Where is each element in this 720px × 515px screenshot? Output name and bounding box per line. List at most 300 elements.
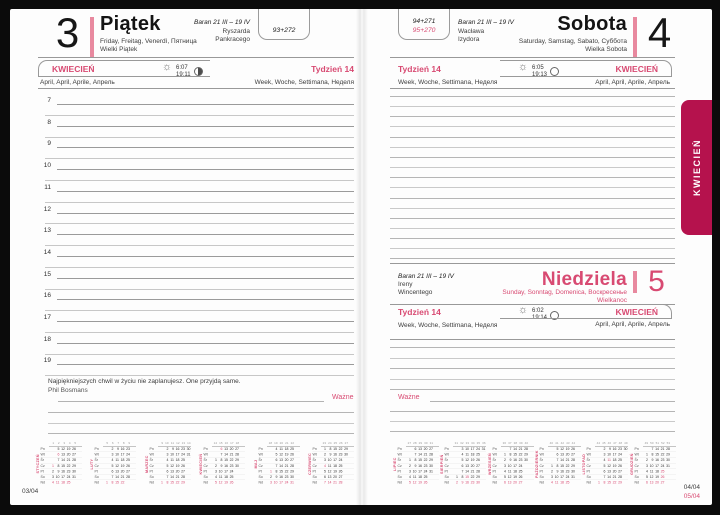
day-number-cell: 22 <box>470 475 475 479</box>
mini-calendar <box>307 442 355 486</box>
friday-nameday: Ryszarda <box>222 28 250 35</box>
day-number-cell <box>77 447 83 452</box>
mini-calendar <box>487 442 534 486</box>
day-number-cell: 3 <box>52 475 54 479</box>
sunday-sunrise: 6:02 <box>532 308 544 314</box>
day-number-cell: 6 <box>461 464 464 468</box>
mini-calendar-month-label: MARZEC <box>144 455 149 473</box>
day-number-cell: 28 <box>665 447 670 451</box>
saturday-week-label: Tydzień 14 <box>398 64 441 74</box>
day-number-cell <box>77 469 83 474</box>
weekday-abbrev: Pt <box>492 469 496 474</box>
day-number-cell <box>528 452 534 457</box>
weekday-abbrev: Pn <box>444 447 450 451</box>
weekday-abbrev: Pt <box>203 469 207 474</box>
day-number-cell: 1 <box>106 481 109 485</box>
day-number-cell: 27 <box>235 447 240 451</box>
weekday-abbrev: Wt <box>397 453 402 457</box>
mini-calendar-month-label: CZERWIEC <box>307 453 312 475</box>
mini-calendar-strip-right <box>392 442 676 486</box>
week-number: 40 <box>524 442 528 445</box>
day-number-cell: 9 <box>117 447 120 451</box>
day-number-cell: 29 <box>72 464 76 468</box>
day-number-cell <box>158 458 164 463</box>
day-number-cell: 15 <box>465 475 470 479</box>
ruled-line <box>390 411 675 412</box>
saturday-holiday-label: Wielka Sobota <box>585 46 627 53</box>
day-number-cell: 7 <box>57 458 60 463</box>
day-number-cell: 2 <box>324 453 326 457</box>
mini-calendar-month-label: MAJ <box>253 459 258 469</box>
day-number-cell: 10 <box>327 458 332 463</box>
day-number-cell: 21 <box>175 475 180 479</box>
day-number-cell: 12 <box>607 464 612 468</box>
ruled-line <box>390 198 675 199</box>
weekday-abbrev: Pt <box>149 469 153 474</box>
day-number-cell <box>240 458 246 463</box>
day-number-cell <box>131 480 137 486</box>
day-number-cell <box>523 480 529 486</box>
day-number-cell: 23 <box>284 475 289 479</box>
sunday-month-label: KWIECIEŃ <box>615 307 658 317</box>
week-number: 5 <box>106 442 109 445</box>
ruled-line <box>390 431 675 432</box>
day-number-cell: 15 <box>560 464 564 468</box>
weekday-abbrev: So <box>94 475 100 479</box>
day-number-cell: 30 <box>476 481 481 485</box>
weekday-abbrev: Nd <box>312 481 317 485</box>
mini-calendar <box>581 442 628 486</box>
day-number-cell: 15 <box>333 447 337 451</box>
weekday-abbrev: Cz <box>539 464 544 468</box>
quote-text: Najpiękniejszych chwil w życiu nie zaplanujesz. One przyjdą same. <box>48 378 241 385</box>
week-number <box>240 442 246 446</box>
week-number: 22 <box>290 442 294 445</box>
day-number-cell <box>523 474 529 479</box>
day-number-cell: 3 <box>111 453 114 457</box>
day-number-cell: 27 <box>180 469 185 474</box>
mini-calendar-month-label: SIERPIEŃ <box>439 454 445 474</box>
ruled-line <box>48 433 354 434</box>
ruled-line <box>390 208 675 209</box>
week-number: 36 <box>482 442 486 445</box>
weekday-abbrev: So <box>444 475 450 479</box>
day-number-cell: 29 <box>235 458 240 463</box>
day-number-cell <box>348 447 354 452</box>
hour-number: 9 <box>47 140 51 148</box>
day-number-cell: 13 <box>507 481 512 485</box>
day-number-cell: 16 <box>612 447 617 451</box>
weekday-abbrev: Śr <box>444 458 449 463</box>
week-number: 18 <box>235 442 240 445</box>
day-number-cell <box>131 474 137 479</box>
weekday-abbrev: Nd <box>149 481 154 485</box>
day-number-cell: 6 <box>556 453 559 457</box>
day-number-cell: 20 <box>175 469 180 474</box>
week-number: 8 <box>123 442 125 445</box>
weekday-abbrev: Wt <box>444 453 450 457</box>
ruled-line <box>390 389 675 390</box>
day-number-cell: 2 <box>269 475 272 479</box>
day-number-cell: 27 <box>429 447 433 451</box>
day-number-cell: 15 <box>115 481 120 485</box>
week-number: 27 <box>407 442 411 445</box>
half-hour-line <box>45 354 354 355</box>
weekday-abbrev: Pn <box>539 447 544 451</box>
day-number-cell <box>185 474 191 479</box>
weekday-abbrev: Pn <box>586 447 592 451</box>
day-number-cell: 15 <box>224 458 229 463</box>
mini-calendar <box>439 442 486 486</box>
day-number-cell: 4 <box>111 458 114 463</box>
day-number-cell: 14 <box>418 453 422 457</box>
day-number-cell: 16 <box>278 475 283 479</box>
day-number-cell: 3 <box>409 469 411 474</box>
day-number-cell: 7 <box>509 447 512 451</box>
friday-week-translations: Week, Woche, Settimana, Неделя <box>254 79 354 86</box>
day-number-cell: 5 <box>215 481 218 485</box>
day-number-cell <box>481 469 487 474</box>
divider <box>38 88 354 89</box>
day-number-cell: 18 <box>560 481 564 485</box>
saturday-nameday: Wacława <box>458 28 485 35</box>
half-hour-line <box>45 137 354 138</box>
day-number-cell: 31 <box>186 453 191 457</box>
sunday-holiday-label: Wielkanoc <box>597 297 627 304</box>
day-number-cell: 6 <box>111 469 114 474</box>
day-number-cell: 12 <box>327 469 332 474</box>
sunday-day-of-year: 95+270 <box>412 26 436 34</box>
day-number-cell: 27 <box>72 453 76 457</box>
day-number-cell: 3 <box>461 447 464 451</box>
week-number: 47 <box>613 442 617 445</box>
mini-calendar <box>392 442 439 486</box>
sunday-sunset: 19:14 <box>532 315 548 321</box>
day-number-cell: 7 <box>275 464 278 468</box>
day-number-cell: 11 <box>412 475 417 479</box>
day-number-cell: 22 <box>660 453 665 457</box>
day-number-cell: 15 <box>418 458 422 463</box>
mini-calendar-month-label: LIPIEC <box>392 457 397 471</box>
day-number-cell: 5 <box>645 475 648 479</box>
friday-sunrise: 6:07 <box>176 65 188 71</box>
week-number: 20 <box>279 442 283 445</box>
week-number: 43 <box>566 442 570 445</box>
half-hour-line <box>45 289 354 290</box>
friday-month-label: KWIECIEŃ <box>52 64 95 74</box>
day-number-cell: 4 <box>52 481 54 485</box>
day-number-cell: 20 <box>423 447 428 451</box>
day-number-cell: 5 <box>166 464 169 468</box>
day-number-cell: 24 <box>338 458 343 463</box>
month-tab-label: KWIECIEŃ <box>691 139 702 196</box>
day-number-cell: 21 <box>229 453 234 457</box>
day-number-cell: 6 <box>603 469 606 474</box>
half-hour-line <box>45 245 354 246</box>
hour-number: 7 <box>47 97 51 104</box>
hour-line <box>38 357 354 370</box>
important-line <box>58 401 324 402</box>
mini-calendar-month-label: GRUDZIEŃ <box>629 453 634 475</box>
ruled-line <box>390 228 675 229</box>
day-number-cell: 18 <box>224 475 229 479</box>
saturday-zodiac: Baran 21 III – 19 IV <box>458 19 515 26</box>
day-number-cell <box>185 463 191 468</box>
hour-number: 18 <box>43 335 51 343</box>
day-number-cell: 6 <box>324 475 326 479</box>
day-number-cell: 12 <box>61 447 65 451</box>
weekday-abbrev: Pn <box>312 447 317 451</box>
day-number-cell: 21 <box>612 475 617 479</box>
hour-line <box>38 292 354 305</box>
day-number-cell: 20 <box>612 469 617 474</box>
hour-rule-line <box>57 126 354 127</box>
day-number-cell: 21 <box>120 475 125 479</box>
day-number-cell: 2 <box>215 464 218 468</box>
half-hour-line <box>45 115 354 116</box>
day-number-cell: 22 <box>338 447 343 451</box>
day-number-cell <box>523 469 529 474</box>
saturday-week-translations: Week, Woche, Settimana, Неделя <box>398 79 498 86</box>
mini-calendar-row <box>587 480 629 486</box>
day-number-cell: 4 <box>215 475 218 479</box>
day-number-cell: 14 <box>169 475 174 479</box>
friday-day-number: 3 <box>55 9 79 56</box>
day-number-cell: 30 <box>523 458 528 463</box>
week-number: 49 <box>624 442 628 445</box>
day-number-cell: 1 <box>52 464 54 468</box>
day-number-cell: 21 <box>423 453 428 457</box>
day-number-cell: 20 <box>284 458 289 463</box>
week-number: 51 <box>655 442 659 445</box>
day-number-cell: 29 <box>180 481 185 485</box>
day-number-cell: 13 <box>224 447 229 451</box>
day-number-cell: 16 <box>120 447 125 451</box>
weekday-abbrev: Cz <box>258 464 263 468</box>
day-number-cell: 17 <box>470 447 475 451</box>
friday-sunset: 19:11 <box>176 72 191 78</box>
day-number-cell: 24 <box>284 481 289 485</box>
day-number-cell: 14 <box>512 447 517 451</box>
day-number-cell <box>131 463 137 468</box>
day-number-cell: 5 <box>275 453 278 457</box>
day-number-cell: 2 <box>456 481 459 485</box>
sun-icon: ☼ <box>162 61 173 73</box>
week-number: 14 <box>186 442 191 445</box>
half-hour-line <box>45 332 354 333</box>
mini-calendar <box>198 442 246 486</box>
weekday-abbrev: Pt <box>258 469 262 474</box>
week-number: 19 <box>273 442 278 445</box>
week-number: 31 <box>454 442 459 445</box>
weekday-abbrev: Pt <box>312 469 316 474</box>
mini-calendar <box>253 442 301 486</box>
day-number-cell: 24 <box>518 464 523 468</box>
day-number-cell: 19 <box>224 481 229 485</box>
mini-calendar-row <box>41 480 83 486</box>
day-number-cell: 27 <box>338 475 343 479</box>
week-number <box>131 442 137 446</box>
day-number-cell: 2 <box>52 469 54 474</box>
day-number-cell: 7 <box>166 475 169 479</box>
day-number-cell: 10 <box>507 464 512 468</box>
day-number-cell: 27 <box>289 458 294 463</box>
sunday-month-translations: April, April, Aprile, Апрель <box>595 321 670 328</box>
day-number-cell <box>240 480 246 486</box>
weekday-abbrev: Cz <box>444 464 450 468</box>
ruled-line <box>390 126 675 127</box>
weekday-abbrev: Śr <box>586 458 591 463</box>
day-number-cell: 26 <box>660 475 665 479</box>
saturday-notes-lines <box>390 96 675 266</box>
day-number-cell <box>528 474 534 479</box>
day-number-cell <box>185 469 191 474</box>
divider <box>38 57 354 58</box>
hour-number: 16 <box>43 292 51 300</box>
day-number-cell <box>348 458 354 463</box>
day-number-cell <box>158 447 164 452</box>
weekday-abbrev: Wt <box>94 453 100 457</box>
weekday-abbrev: Nd <box>397 481 402 485</box>
day-number-cell: 5 <box>503 475 506 479</box>
day-number-cell <box>665 474 671 479</box>
day-number-cell: 18 <box>284 447 289 451</box>
day-number-cell: 19 <box>418 481 422 485</box>
hour-rule-line <box>57 299 354 300</box>
day-number-cell: 29 <box>618 481 623 485</box>
hour-number: 12 <box>43 205 51 213</box>
day-number-cell: 14 <box>115 475 120 479</box>
week-number: 39 <box>518 442 523 445</box>
day-number-cell: 30 <box>665 458 670 463</box>
important-label: Ważne <box>332 394 354 401</box>
day-number-cell: 31 <box>72 475 76 479</box>
day-number-cell: 11 <box>554 481 559 485</box>
ruled-line <box>390 137 675 138</box>
day-number-cell: 21 <box>565 458 570 463</box>
day-number-cell: 3 <box>269 481 272 485</box>
weekday-abbrev: Pn <box>40 447 45 451</box>
day-number-cell: 12 <box>649 475 654 479</box>
day-number-cell <box>294 458 300 463</box>
day-number-cell <box>77 458 83 463</box>
month-tab <box>681 100 712 235</box>
day-number-cell <box>240 474 246 479</box>
ruled-line <box>390 218 675 219</box>
friday-hour-schedule <box>38 93 354 387</box>
day-number-cell: 26 <box>618 464 623 468</box>
day-number-cell: 2 <box>166 447 169 451</box>
mini-calendar-row <box>398 480 440 486</box>
day-number-cell <box>348 469 354 474</box>
day-number-cell: 11 <box>507 469 512 474</box>
saturday-accent-bar <box>633 17 637 57</box>
hour-line <box>38 97 354 110</box>
day-number-cell: 16 <box>175 447 180 451</box>
day-number-cell: 3 <box>603 453 606 457</box>
day-number-cell: 13 <box>418 447 422 451</box>
half-hour-line <box>45 158 354 159</box>
ruled-line <box>390 238 675 239</box>
weekday-abbrev: Nd <box>444 481 450 485</box>
weekday-abbrev: Cz <box>149 464 154 468</box>
day-number-cell: 26 <box>72 447 76 451</box>
day-number-cell: 30 <box>429 464 433 468</box>
hour-number: 17 <box>43 314 51 321</box>
week-number: 32 <box>460 442 464 445</box>
day-number-cell <box>670 447 676 452</box>
hour-rule-line <box>57 213 354 214</box>
weekday-abbrev: Wt <box>492 453 497 457</box>
weekday-abbrev: Pt <box>397 469 401 474</box>
day-number-cell: 28 <box>618 475 623 479</box>
hour-rule-line <box>57 147 354 148</box>
day-number-cell: 18 <box>512 469 517 474</box>
week-number: 41 <box>555 442 559 445</box>
day-number-cell: 28 <box>126 475 131 479</box>
day-number-cell: 1 <box>456 475 459 479</box>
ruled-line <box>390 116 675 117</box>
friday-day-of-year-box <box>258 9 310 40</box>
day-number-cell: 20 <box>120 469 125 474</box>
day-number-cell: 8 <box>166 481 169 485</box>
day-number-cell: 23 <box>660 458 665 463</box>
week-number <box>294 442 300 446</box>
day-number-cell: 15 <box>654 453 659 457</box>
day-number-cell: 21 <box>470 469 475 474</box>
weekday-abbrev: Nd <box>203 481 209 485</box>
hour-rule-line <box>57 234 354 235</box>
day-number-cell: 25 <box>476 453 481 457</box>
weekday-abbrev: Cz <box>40 464 45 468</box>
hour-number: 19 <box>43 357 51 365</box>
day-number-cell: 6 <box>414 447 417 451</box>
saturday-day-of-year: 94+271 <box>412 18 436 25</box>
page-number-left: 03/04 <box>22 488 39 495</box>
mini-calendar-row <box>539 480 581 486</box>
day-number-cell: 16 <box>560 469 564 474</box>
day-number-cell: 20 <box>470 464 475 468</box>
day-number-cell: 12 <box>465 458 470 463</box>
day-number-cell: 6 <box>220 447 223 451</box>
mini-calendar-row <box>445 480 487 486</box>
day-number-cell: 25 <box>423 475 428 479</box>
week-number: 1 <box>52 442 54 445</box>
day-number-cell: 21 <box>333 481 337 485</box>
day-number-cell: 23 <box>66 469 71 474</box>
week-number: 14 <box>213 442 218 445</box>
day-number-cell: 1 <box>269 469 272 474</box>
weekday-abbrev: Śr <box>312 458 316 463</box>
day-number-cell: 15 <box>61 464 65 468</box>
day-number-cell: 8 <box>275 469 278 474</box>
day-number-cell <box>294 474 300 479</box>
mini-calendar-row <box>258 480 300 486</box>
day-number-cell <box>670 469 676 474</box>
important-line <box>430 401 675 402</box>
day-number-cell: 22 <box>565 464 570 468</box>
day-number-cell: 13 <box>327 475 332 479</box>
day-number-cell: 1 <box>160 481 163 485</box>
day-number-cell: 25 <box>338 464 343 468</box>
ruled-line <box>390 421 675 422</box>
hour-line <box>38 118 354 132</box>
week-number <box>670 442 676 446</box>
half-hour-line <box>45 180 354 181</box>
day-number-cell: 25 <box>618 458 623 463</box>
day-number-cell: 20 <box>654 481 659 485</box>
week-number: 23 <box>322 442 326 445</box>
